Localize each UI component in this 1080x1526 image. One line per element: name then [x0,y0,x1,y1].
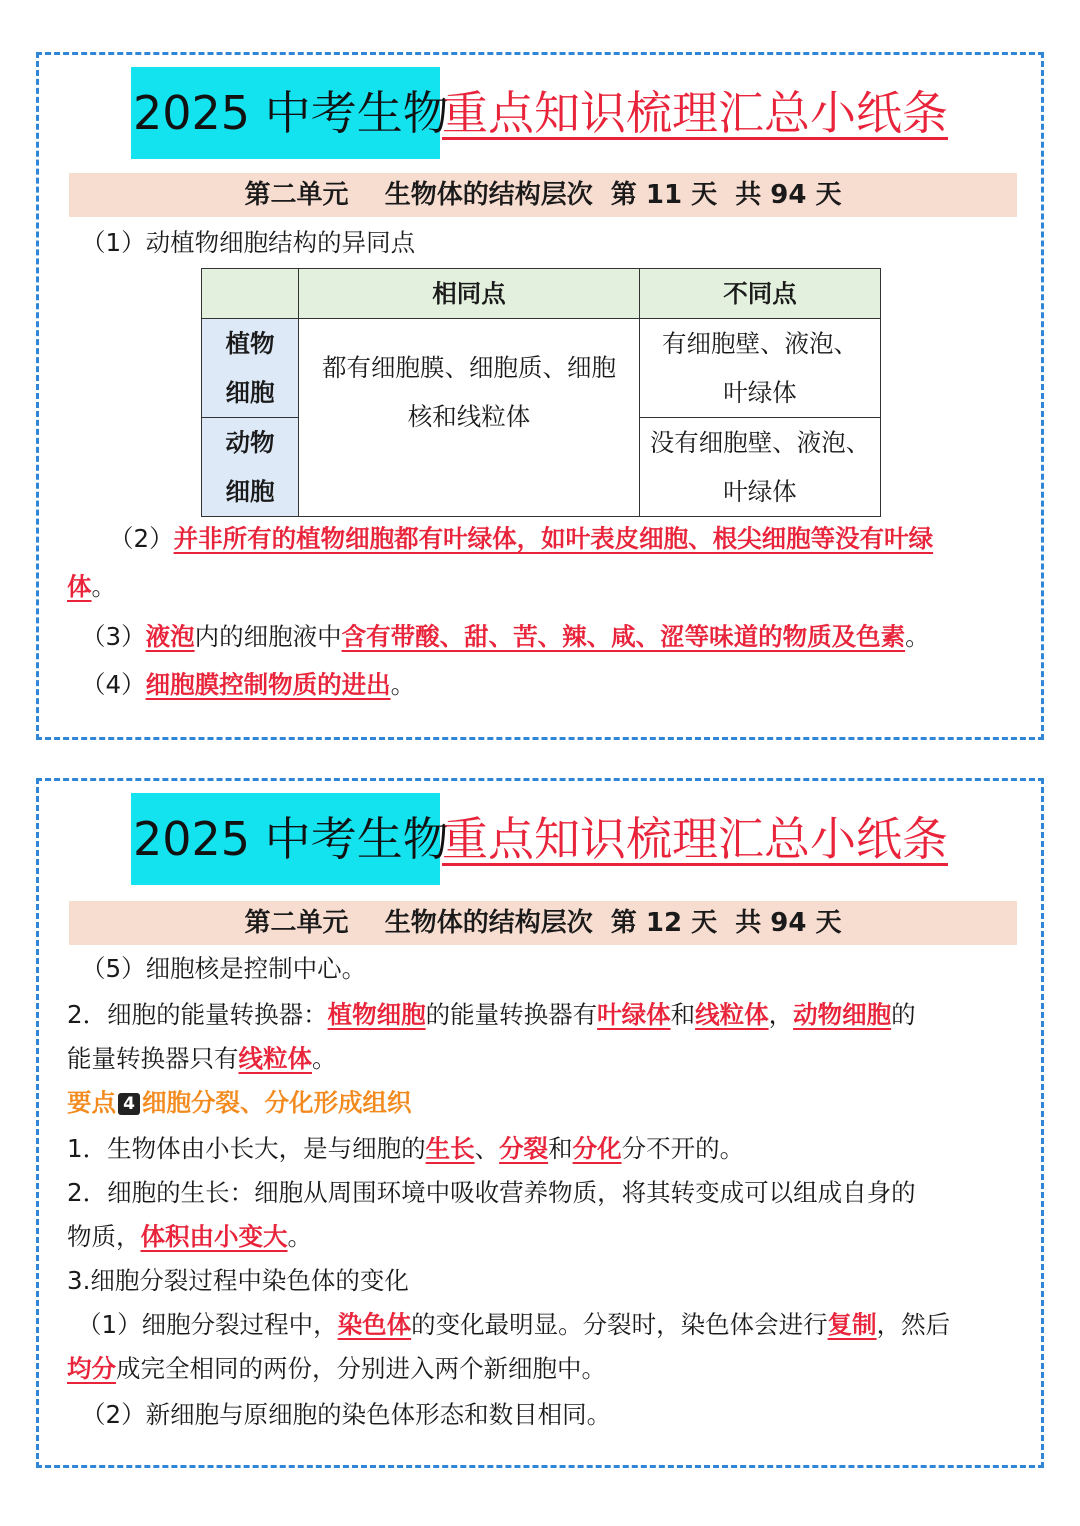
key-point-prefix: 要点 [67,1088,116,1117]
body-text: 能量转换器只有 [67,1044,239,1073]
highlight-text: 液泡 [145,622,195,651]
body-text: 。 [312,1044,337,1073]
header-same: 相同点 [299,269,640,319]
punctuation: 。 [390,670,416,699]
point-prefix: （4） [81,670,146,699]
body-text: 。 [287,1222,312,1251]
point-prefix: （2） [109,524,174,553]
point-prefix: （3） [81,622,146,651]
highlight-text: 含有带酸、甜、苦、辣、咸、涩等味道的物质及色素 [341,622,906,651]
body-text: 成完全相同的两份，分别进入两个新细胞中。 [116,1354,606,1383]
note-card-2 [36,778,1044,1468]
same-line-2: 核和线粒体 [407,402,531,431]
text-line [67,1347,606,1391]
key-point-text: 细胞分裂、分化形成组织 [142,1088,412,1117]
highlight-text: 体积由小变大 [140,1222,288,1251]
table-row [202,319,881,418]
unit-bar: 第二单元 生物体的结构层次 第 11 天 共 94 天 [69,173,1017,217]
point-3 [81,615,930,659]
body-text: ，然后 [876,1310,951,1339]
highlight-text: 均分 [67,1354,116,1383]
title-highlight: 2025 中考生物 [131,67,440,159]
body-text: 、 [474,1134,500,1163]
body-text: 物质， [67,1222,141,1251]
punctuation: 。 [905,622,930,651]
row-label-line: 动物 [225,428,275,457]
body-text: 内的细胞液中 [194,622,342,651]
number-badge: 4 [118,1093,140,1115]
body-text: 2．细胞的能量转换器： [67,1000,328,1029]
highlight-text: 植物细胞 [327,1000,426,1029]
highlight-text: 线粒体 [238,1044,312,1073]
body-text: ， [768,1000,794,1029]
row-label-animal [202,418,299,517]
same-line-1: 都有细胞膜、细胞质、细胞 [322,353,616,382]
row-label-plant [202,319,299,418]
card-title [131,67,948,159]
card-title [131,793,948,885]
point-4 [81,663,415,707]
section-subtitle: （1）动植物细胞结构的异同点 [81,228,416,257]
diff-line: 有细胞壁、液泡、 [662,329,858,358]
text-line [67,993,916,1037]
highlight-text: 细胞膜控制物质的进出 [145,670,391,699]
text-line: 2．细胞的生长：细胞从周围环境中吸收营养物质，将其转变成可以组成自身的 [67,1178,916,1207]
body-text: 和 [670,1000,696,1029]
highlight-text: 动物细胞 [793,1000,892,1029]
body-text: 分不开的。 [621,1134,745,1163]
text-line: 3.细胞分裂过程中染色体的变化 [67,1266,409,1295]
point-2-line-2 [67,565,116,609]
highlight-text: 复制 [827,1310,877,1339]
text-line: （5）细胞核是控制中心。 [81,954,367,983]
text-line [77,1303,950,1347]
diff-cell-animal [640,418,881,517]
row-label-line: 细胞 [225,378,275,407]
diff-line: 没有细胞壁、液泡、 [649,428,871,457]
highlight-text: 叶绿体 [597,1000,671,1029]
text-line [67,1215,312,1259]
title-red: 重点知识梳理汇总小纸条 [442,86,948,140]
unit-bar: 第二单元 生物体的结构层次 第 12 天 共 94 天 [69,901,1017,945]
highlight-text: 生长 [425,1134,475,1163]
table-header-row [202,269,881,319]
key-point-heading [67,1081,412,1125]
punctuation: 。 [91,572,116,601]
text-line [67,1127,744,1171]
row-label-line: 植物 [225,329,275,358]
title-highlight: 2025 中考生物 [131,793,440,885]
note-card-1 [36,52,1044,740]
body-text: 的能量转换器有 [425,1000,598,1029]
text-line [67,1037,337,1081]
comparison-table [201,268,881,517]
title-red: 重点知识梳理汇总小纸条 [442,812,948,866]
point-2-line-1 [109,517,933,561]
highlight-text: 分裂 [499,1134,549,1163]
body-text: 的 [891,1000,916,1029]
highlight-text: 分化 [572,1134,622,1163]
table-corner [202,269,299,319]
diff-cell-plant [640,319,881,418]
row-label-line: 细胞 [225,477,275,506]
same-cell [299,319,640,517]
highlight-text: 线粒体 [695,1000,769,1029]
diff-line: 叶绿体 [723,477,797,506]
header-diff: 不同点 [640,269,881,319]
body-text: 1．生物体由小长大，是与细胞的 [67,1134,426,1163]
body-text: 和 [548,1134,573,1163]
highlight-text: 体 [67,572,92,601]
highlight-text: 染色体 [337,1310,412,1339]
body-text: 的变化最明显。分裂时，染色体会进行 [411,1310,828,1339]
highlight-text: 并非所有的植物细胞都有叶绿体，如叶表皮细胞、根尖细胞等没有叶绿 [173,524,934,553]
text-line: （2）新细胞与原细胞的染色体形态和数目相同。 [81,1400,612,1429]
body-text: （1）细胞分裂过程中， [77,1310,338,1339]
diff-line: 叶绿体 [723,378,797,407]
